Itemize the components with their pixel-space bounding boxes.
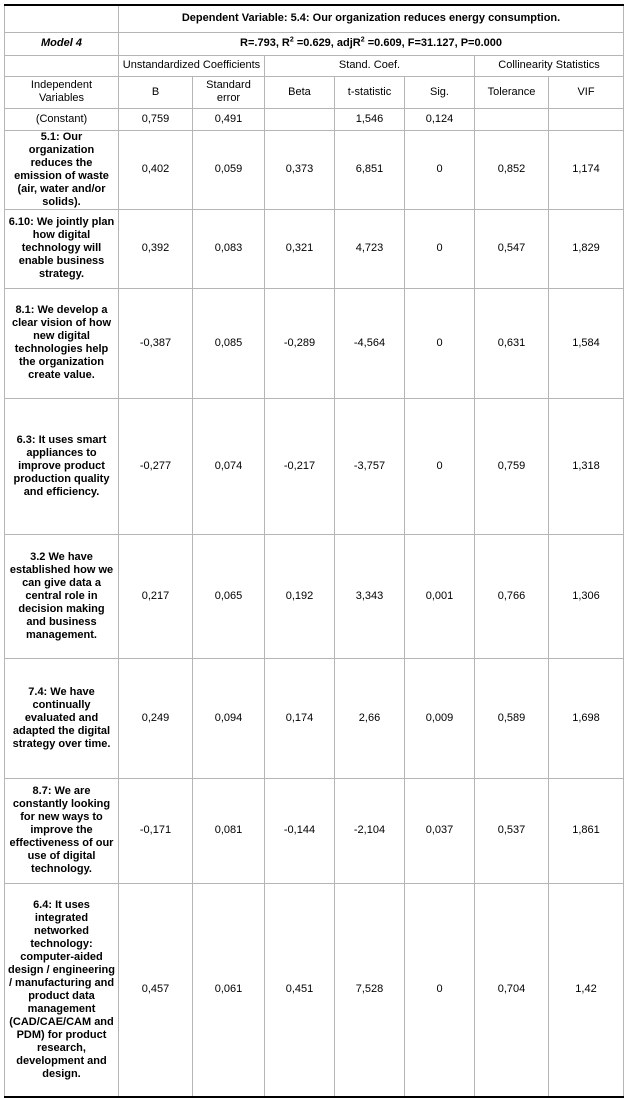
cell-beta bbox=[265, 108, 335, 130]
row-variable: 6.4: It uses integrated networked technology: computer-aided design / engineering / manufacturing and product data management (CAD/CAE/CAM and PDM) for product research, development and design. bbox=[5, 883, 119, 1097]
cell-beta: 0,192 bbox=[265, 534, 335, 658]
cell-b: -0,277 bbox=[119, 398, 193, 534]
dependent-variable-title: Dependent Variable: 5.4: Our organization reduces energy consumption. bbox=[119, 5, 624, 32]
cell-vif: 1,584 bbox=[549, 288, 624, 398]
cell-vif: 1,318 bbox=[549, 398, 624, 534]
cell-se: 0,074 bbox=[193, 398, 265, 534]
group-unstandardized: Unstandardized Coefficients bbox=[119, 55, 265, 76]
cell-vif: 1,174 bbox=[549, 130, 624, 209]
cell-tolerance: 0,547 bbox=[475, 209, 549, 288]
col-beta: Beta bbox=[265, 76, 335, 108]
cell-t: 1,546 bbox=[335, 108, 405, 130]
cell-se: 0,085 bbox=[193, 288, 265, 398]
row-variable: 5.1: Our organization reduces the emission of waste (air, water and/or solids). bbox=[5, 130, 119, 209]
row-variable: (Constant) bbox=[5, 108, 119, 130]
cell-tolerance: 0,537 bbox=[475, 778, 549, 883]
col-standard-error: Standard error bbox=[193, 76, 265, 108]
cell-t: 6,851 bbox=[335, 130, 405, 209]
row-variable: 3.2 We have established how we can give data a central role in decision making and business management. bbox=[5, 534, 119, 658]
cell-t: 2,66 bbox=[335, 658, 405, 778]
cell-b: -0,387 bbox=[119, 288, 193, 398]
cell-sig: 0,124 bbox=[405, 108, 475, 130]
row-variable: 6.10: We jointly plan how digital technology will enable business strategy. bbox=[5, 209, 119, 288]
cell-t: -3,757 bbox=[335, 398, 405, 534]
table-row bbox=[5, 209, 624, 288]
cell-tolerance: 0,852 bbox=[475, 130, 549, 209]
cell-t: 3,343 bbox=[335, 534, 405, 658]
cell-se: 0,491 bbox=[193, 108, 265, 130]
cell-b: 0,249 bbox=[119, 658, 193, 778]
cell-beta: -0,144 bbox=[265, 778, 335, 883]
cell-tolerance: 0,704 bbox=[475, 883, 549, 1097]
table-row bbox=[5, 288, 624, 398]
group-collinearity: Collinearity Statistics bbox=[475, 55, 624, 76]
cell-vif bbox=[549, 108, 624, 130]
cell-beta: -0,289 bbox=[265, 288, 335, 398]
cell-se: 0,061 bbox=[193, 883, 265, 1097]
cell-sig: 0 bbox=[405, 883, 475, 1097]
cell-sig: 0,009 bbox=[405, 658, 475, 778]
cell-b: 0,217 bbox=[119, 534, 193, 658]
cell-tolerance: 0,631 bbox=[475, 288, 549, 398]
col-b: B bbox=[119, 76, 193, 108]
model-label: Model 4 bbox=[5, 32, 119, 55]
cell-sig: 0 bbox=[405, 288, 475, 398]
cell-b: 0,759 bbox=[119, 108, 193, 130]
cell-vif: 1,829 bbox=[549, 209, 624, 288]
cell-t: 4,723 bbox=[335, 209, 405, 288]
cell-beta: -0,217 bbox=[265, 398, 335, 534]
cell-tolerance bbox=[475, 108, 549, 130]
col-tolerance: Tolerance bbox=[475, 76, 549, 108]
model-statistics: R=.793, $R^2 =0.629$, adjR$^2$ =0.609, F=31.127, P=0.000 bbox=[119, 32, 624, 55]
cell-sig: 0 bbox=[405, 209, 475, 288]
table-row bbox=[5, 108, 624, 130]
cell-beta: 0,451 bbox=[265, 883, 335, 1097]
cell-sig: 0,037 bbox=[405, 778, 475, 883]
row-variable: 6.3: It uses smart appliances to improve product production quality and efficiency. bbox=[5, 398, 119, 534]
table-row bbox=[5, 778, 624, 883]
cell-b: 0,457 bbox=[119, 883, 193, 1097]
cell-sig: 0,001 bbox=[405, 534, 475, 658]
cell-vif: 1,42 bbox=[549, 883, 624, 1097]
cell-t: -4,564 bbox=[335, 288, 405, 398]
cell-vif: 1,861 bbox=[549, 778, 624, 883]
cell-b: 0,402 bbox=[119, 130, 193, 209]
cell-se: 0,094 bbox=[193, 658, 265, 778]
row-variable: 7.4: We have continually evaluated and adapted the digital strategy over time. bbox=[5, 658, 119, 778]
cell-t: 7,528 bbox=[335, 883, 405, 1097]
cell-se: 0,083 bbox=[193, 209, 265, 288]
cell-beta: 0,174 bbox=[265, 658, 335, 778]
col-independent-variables: Independent Variables bbox=[5, 76, 119, 108]
cell-t: -2,104 bbox=[335, 778, 405, 883]
group-spacer bbox=[5, 55, 119, 76]
cell-vif: 1,306 bbox=[549, 534, 624, 658]
table-row bbox=[5, 398, 624, 534]
cell-beta: 0,373 bbox=[265, 130, 335, 209]
cell-se: 0,059 bbox=[193, 130, 265, 209]
regression-table bbox=[4, 4, 624, 1098]
cell-sig: 0 bbox=[405, 130, 475, 209]
row-variable: 8.1: We develop a clear vision of how new digital technologies help the organization create value. bbox=[5, 288, 119, 398]
cell-tolerance: 0,589 bbox=[475, 658, 549, 778]
row-variable: 8.7: We are constantly looking for new ways to improve the effectiveness of our use of digital technology. bbox=[5, 778, 119, 883]
cell-tolerance: 0,759 bbox=[475, 398, 549, 534]
cell-vif: 1,698 bbox=[549, 658, 624, 778]
cell-tolerance: 0,766 bbox=[475, 534, 549, 658]
cell-b: -0,171 bbox=[119, 778, 193, 883]
col-sig: Sig. bbox=[405, 76, 475, 108]
col-t-statistic: t-statistic bbox=[335, 76, 405, 108]
cell-se: 0,081 bbox=[193, 778, 265, 883]
table-row bbox=[5, 130, 624, 209]
col-vif: VIF bbox=[549, 76, 624, 108]
group-standardized: Stand. Coef. bbox=[265, 55, 475, 76]
table-row bbox=[5, 534, 624, 658]
cell-b: 0,392 bbox=[119, 209, 193, 288]
table-row bbox=[5, 658, 624, 778]
cell-se: 0,065 bbox=[193, 534, 265, 658]
table-row bbox=[5, 883, 624, 1097]
cell-sig: 0 bbox=[405, 398, 475, 534]
corner-cell bbox=[5, 5, 119, 32]
cell-beta: 0,321 bbox=[265, 209, 335, 288]
